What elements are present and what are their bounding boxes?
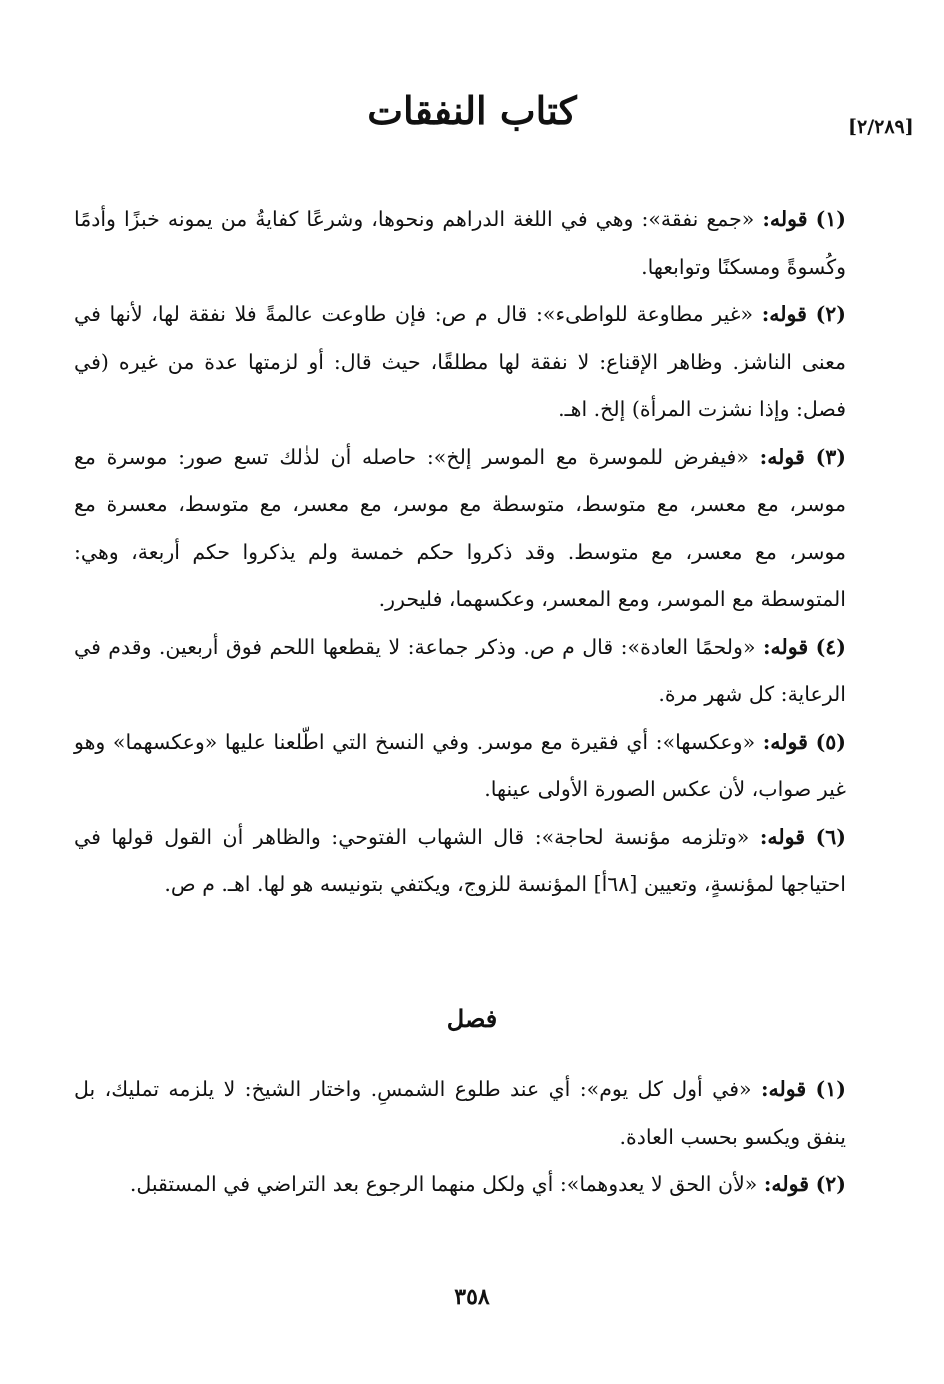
footnote-number: (٤)	[815, 634, 846, 659]
footnote-text: «وعكسها»: أي فقيرة مع موسر. وفي النسخ التي اطّلعنا عليها «وعكسهما» وهو غير صواب، لأن عكس الصورة الأولى عينها.	[74, 729, 846, 801]
section-heading: فصل	[446, 1004, 498, 1033]
footnote-keyword: قوله:	[763, 1172, 810, 1196]
footnote-number: (٥)	[815, 729, 846, 754]
page-title: كتاب النفقات	[367, 88, 577, 133]
footnote-number: (٢)	[815, 1172, 846, 1196]
footnote-text: «في أول كل يوم»: أي عند طلوع الشمسِ. واختار الشيخ: لا يلزمه تمليك، بل ينفق ويكسو بحسب العادة.	[74, 1077, 846, 1149]
footnote-keyword: قوله:	[759, 824, 806, 849]
footnote-keyword: قوله:	[762, 207, 808, 231]
footnote-paragraph	[74, 1066, 846, 1161]
footnote-keyword: قوله:	[760, 1077, 807, 1101]
footnote-text: «جمع نفقة»: وهي في اللغة الدراهم ونحوها، وشرعًا كفايةُ من يمونه خبزًا وأدمًا وكُسوةً ومسكنًا وتوابعها.	[74, 207, 846, 279]
footnote-keyword: قوله:	[762, 634, 809, 659]
footnote-number: (٦)	[815, 824, 846, 849]
footnote-paragraph	[74, 291, 846, 434]
footnote-number: (٣)	[815, 444, 846, 469]
footnote-text: «غير مطاوعة للواطىء»: قال م ص: فإن طاوعت عالمةً فلا نفقة لها، لأنها في معنى الناشز. وظاهر الإقناع: لا نفقة لها مطلقًا، حيث قال: أو لزمتها عدة من غيره (في فصل: وإذا نشزت المرأة) إلخ. اهـ.	[74, 302, 846, 421]
footnote-number: (٢)	[815, 302, 846, 326]
footnote-text: «فيفرض للموسرة مع الموسر إلخ»: حاصله أن لذٰلك تسع صور: موسرة مع موسر، مع معسر، مع متوسط، متوسطة مع موسر، مع معسر، مع متوسط، معسرة مع موسر، مع معسر، مع متوسط. وقد ذكروا حكم خمسة ولم يذكروا حكم أربعة، وهي: المتوسطة مع الموسر، ومع المعسر، وعكسهما، فليحرر.	[74, 444, 846, 611]
section-body	[74, 1066, 846, 1209]
footnote-number: (١)	[815, 207, 846, 231]
footnote-paragraph	[74, 1161, 846, 1209]
footnote-paragraph	[74, 624, 846, 719]
page-number: ٣٥٨	[454, 1284, 490, 1310]
footnote-text: «لأن الحق لا يعدوهما»: أي ولكل منهما الرجوع بعد التراضي في المستقبل.	[129, 1172, 758, 1196]
footnote-paragraph	[74, 814, 846, 909]
footnote-text: «وتلزمه مؤنسة لحاجة»: قال الشهاب الفتوحي: والظاهر أن القول قولها في احتياجها لمؤنسةٍ، وتعيين [٦٨أ] المؤنسة للزوج، ويكتفي بتونيسه هو لها. اهـ. م ص.	[74, 824, 846, 896]
footnote-paragraph	[74, 719, 846, 814]
footnote-keyword: قوله:	[762, 729, 808, 754]
footnote-number: (١)	[815, 1077, 846, 1101]
footnote-paragraph	[74, 434, 846, 624]
footnote-keyword: قوله:	[761, 302, 807, 326]
commentary-body	[74, 196, 846, 909]
volume-page-reference: [٢/٢٨٩]	[848, 116, 914, 138]
footnote-text: «ولحمًا العادة»: قال م ص. وذكر جماعة: لا يقطعها اللحم فوق أربعين. وقدم في الرعاية: كل شهر مرة.	[74, 634, 846, 706]
footnote-keyword: قوله:	[759, 444, 805, 469]
footnote-paragraph	[74, 196, 846, 291]
